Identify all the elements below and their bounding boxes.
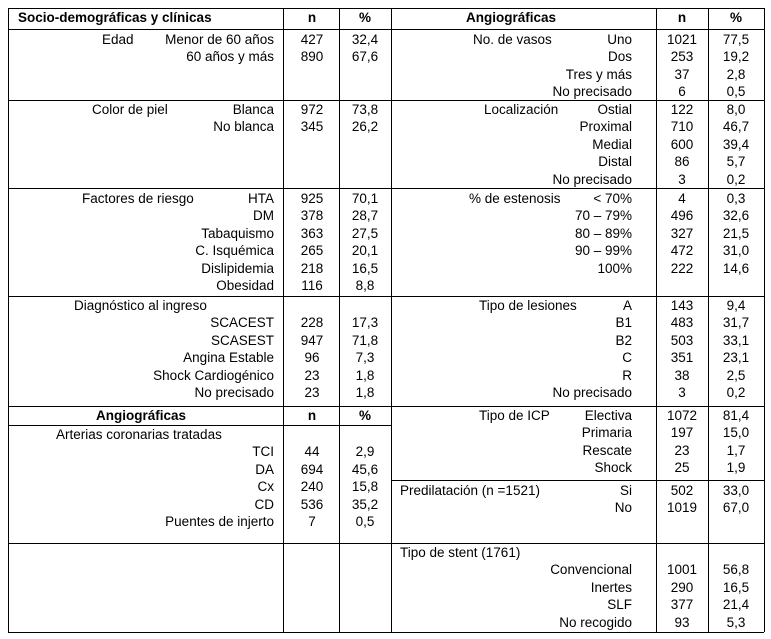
row-pct: 0,2 — [726, 171, 746, 187]
row-n: 4 — [678, 191, 686, 206]
row-label: DM — [253, 208, 274, 224]
row-divider — [8, 543, 764, 544]
row-n: 23 — [674, 442, 690, 458]
row-n: 3 — [678, 171, 686, 187]
row-label: Inertes — [590, 579, 632, 595]
row-n: 1001 — [666, 562, 698, 578]
row-n: 222 — [670, 260, 694, 276]
row-label: No recogido — [559, 614, 632, 630]
row-pct: 7,3 — [355, 350, 375, 366]
row-pct: 26,2 — [351, 119, 379, 135]
row-n: 86 — [674, 154, 690, 170]
row-n: 378 — [300, 208, 324, 224]
row-pct: 0,5 — [726, 84, 746, 100]
row-label: Primaria — [581, 425, 632, 441]
row-label: Shock — [594, 460, 632, 476]
row-pct: 81,4 — [722, 408, 750, 423]
row-n: 890 — [300, 49, 324, 65]
row-pct: 0,2 — [726, 385, 746, 400]
row-label: No precisado — [552, 84, 632, 100]
row-label: Uno — [607, 32, 632, 47]
row-label: No precisado — [552, 385, 632, 400]
group-label-localizacion: Localización — [484, 102, 559, 117]
row-pct: 39,4 — [722, 136, 750, 152]
row-n: 427 — [300, 32, 324, 47]
row-label: B2 — [615, 332, 632, 348]
column-header-pct: % — [358, 10, 371, 25]
row-n: 253 — [670, 49, 694, 65]
row-n: 116 — [301, 278, 323, 293]
row-n: 710 — [670, 119, 694, 135]
row-pct: 33,1 — [722, 332, 750, 348]
row-label: C — [622, 350, 632, 366]
row-pct: 21,5 — [722, 225, 750, 241]
row-n: 483 — [670, 315, 694, 331]
section-header-n: n — [307, 408, 317, 423]
group-label-stent: Tipo de stent (1761) — [400, 545, 521, 560]
column-header-n: n — [307, 10, 317, 25]
group-label-diagnostico: Diagnóstico al ingreso — [74, 298, 207, 313]
group-label-estenosis: % de estenosis — [469, 191, 561, 206]
row-label: Tabaquismo — [201, 225, 274, 241]
row-n: 503 — [670, 332, 694, 348]
row-n: 96 — [304, 350, 320, 366]
row-pct: 71,8 — [351, 332, 379, 348]
row-label: Electiva — [584, 408, 632, 423]
section-header-pct: % — [358, 408, 371, 423]
row-n: 143 — [670, 298, 694, 313]
row-label: SCACEST — [210, 315, 274, 331]
column-header-title: Socio-demográficas y clínicas — [18, 10, 212, 25]
row-label: Medial — [592, 136, 632, 152]
row-n: 93 — [674, 614, 690, 630]
row-label: Obesidad — [216, 278, 274, 293]
row-pct: 16,5 — [351, 260, 379, 276]
row-n: 6 — [678, 84, 686, 100]
row-n: 925 — [300, 191, 324, 206]
row-label: 60 años y más — [186, 49, 274, 65]
row-n: 600 — [670, 136, 694, 152]
column-divider — [8, 8, 9, 632]
column-header-title: Angiográficas — [466, 10, 557, 25]
group-label-icp: Tipo de ICP — [479, 408, 550, 423]
row-n: 38 — [674, 367, 690, 383]
row-divider — [8, 632, 764, 633]
row-pct: 15,0 — [722, 425, 750, 441]
row-divider — [8, 29, 764, 30]
row-n: 947 — [300, 332, 324, 348]
row-pct: 2,8 — [726, 66, 746, 82]
row-pct: 35,2 — [351, 496, 379, 512]
group-label-color: Color de piel — [92, 102, 168, 117]
row-n: 197 — [670, 425, 694, 441]
row-pct: 1,8 — [355, 367, 375, 383]
row-label: Rescate — [582, 442, 632, 458]
row-pct: 2,5 — [726, 367, 746, 383]
row-pct: 1,7 — [726, 442, 746, 458]
row-n: 1021 — [666, 32, 698, 47]
row-n: 7 — [308, 514, 316, 529]
column-header-pct: % — [729, 10, 742, 25]
row-pct: 31,7 — [722, 315, 750, 331]
section-header-angiograficas: Angiográficas — [96, 408, 187, 423]
row-n: 694 — [300, 461, 324, 477]
row-n: 1019 — [666, 500, 698, 516]
row-label: R — [622, 367, 632, 383]
row-label: No — [614, 500, 632, 516]
row-pct: 14,6 — [722, 260, 750, 276]
row-label: Puentes de injerto — [165, 514, 274, 529]
row-label: 100% — [597, 260, 632, 276]
group-label-arterias: Arterias coronarias tratadas — [56, 427, 222, 442]
row-pct: 0,5 — [355, 514, 375, 529]
row-n: 472 — [670, 243, 694, 259]
row-n: 502 — [670, 483, 694, 498]
row-label: 70 – 79% — [574, 208, 632, 224]
row-label: Menor de 60 años — [165, 32, 274, 47]
row-pct: 19,2 — [722, 49, 750, 65]
row-n: 290 — [670, 579, 694, 595]
row-pct: 70,1 — [351, 191, 379, 206]
row-label: Shock Cardiogénico — [153, 367, 274, 383]
row-pct: 23,1 — [722, 350, 750, 366]
row-pct: 32,6 — [722, 208, 750, 224]
row-n: 265 — [300, 243, 324, 259]
row-label: Distal — [598, 154, 632, 170]
row-pct: 67,6 — [351, 49, 379, 65]
row-n: 1072 — [666, 408, 698, 423]
row-label: Angina Estable — [183, 350, 274, 366]
row-n: 345 — [300, 119, 324, 135]
row-n: 218 — [300, 260, 324, 276]
row-pct: 17,3 — [351, 315, 379, 331]
row-pct: 1,8 — [355, 385, 375, 400]
group-label-predilatacion: Predilatación (n =1521) — [400, 483, 540, 498]
row-pct: 16,5 — [722, 579, 750, 595]
row-n: 23 — [304, 385, 320, 400]
group-label-factores: Factores de riesgo — [82, 191, 194, 206]
row-pct: 8,0 — [726, 102, 746, 117]
group-label-vasos: No. de vasos — [473, 32, 552, 47]
row-label: Blanca — [232, 102, 274, 117]
row-pct: 8,8 — [355, 278, 375, 293]
row-label: 90 – 99% — [574, 243, 632, 259]
row-label: No precisado — [552, 171, 632, 187]
row-divider — [8, 188, 764, 189]
row-label: Proximal — [579, 119, 632, 135]
row-pct: 2,9 — [355, 444, 375, 460]
row-pct: 9,4 — [726, 298, 746, 313]
row-n: 240 — [300, 479, 324, 495]
row-n: 377 — [670, 597, 694, 613]
row-label: Tres y más — [565, 66, 632, 82]
row-n: 122 — [670, 102, 694, 117]
row-n: 37 — [674, 66, 690, 82]
row-label: DA — [255, 461, 274, 477]
row-divider — [391, 480, 764, 481]
row-n: 3 — [678, 385, 686, 400]
column-header-n: n — [677, 10, 687, 25]
row-pct: 21,4 — [722, 597, 750, 613]
row-n: 496 — [670, 208, 694, 224]
row-pct: 56,8 — [722, 562, 750, 578]
row-pct: 32,4 — [351, 32, 379, 47]
row-label: No precisado — [194, 385, 274, 400]
row-pct: 1,9 — [726, 460, 746, 476]
row-label: A — [622, 298, 632, 313]
row-label: B1 — [615, 315, 632, 331]
row-label: HTA — [248, 191, 274, 206]
row-label: Dos — [607, 49, 632, 65]
row-n: 536 — [300, 496, 324, 512]
row-label: No blanca — [213, 119, 274, 135]
group-label-lesiones: Tipo de lesiones — [479, 298, 577, 313]
row-pct: 45,6 — [351, 461, 379, 477]
row-pct: 67,0 — [722, 500, 750, 516]
row-n: 327 — [670, 225, 694, 241]
row-n: 972 — [300, 102, 324, 117]
row-label: Si — [619, 483, 632, 498]
row-label: < 70% — [593, 191, 632, 206]
row-pct: 0,3 — [726, 191, 746, 206]
row-n: 351 — [670, 350, 694, 366]
row-pct: 31,0 — [722, 243, 750, 259]
row-n: 25 — [674, 460, 690, 476]
row-pct: 28,7 — [351, 208, 379, 224]
row-pct: 73,8 — [351, 102, 379, 117]
row-pct: 5,3 — [726, 614, 746, 630]
row-n: 363 — [300, 225, 324, 241]
row-pct: 20,1 — [351, 243, 379, 259]
row-pct: 15,8 — [351, 479, 379, 495]
row-pct: 5,7 — [726, 154, 746, 170]
row-n: 23 — [304, 367, 320, 383]
row-label: SLF — [607, 597, 632, 613]
row-label: Dislipidemia — [201, 260, 274, 276]
row-n: 44 — [304, 444, 320, 460]
row-label: TCI — [252, 444, 274, 460]
row-n: 228 — [300, 315, 324, 331]
row-label: 80 – 89% — [574, 225, 632, 241]
row-label: CD — [254, 496, 274, 512]
row-pct: 33,0 — [722, 483, 750, 498]
row-pct: 77,5 — [722, 32, 750, 47]
row-label: SCASEST — [210, 332, 274, 348]
row-label: Convencional — [550, 562, 632, 578]
group-label-edad: Edad — [102, 32, 134, 47]
row-pct: 46,7 — [722, 119, 750, 135]
row-pct: 27,5 — [351, 225, 379, 241]
row-label: Cx — [257, 479, 274, 495]
row-label: C. Isquémica — [195, 243, 274, 259]
row-label: Ostial — [597, 102, 632, 117]
